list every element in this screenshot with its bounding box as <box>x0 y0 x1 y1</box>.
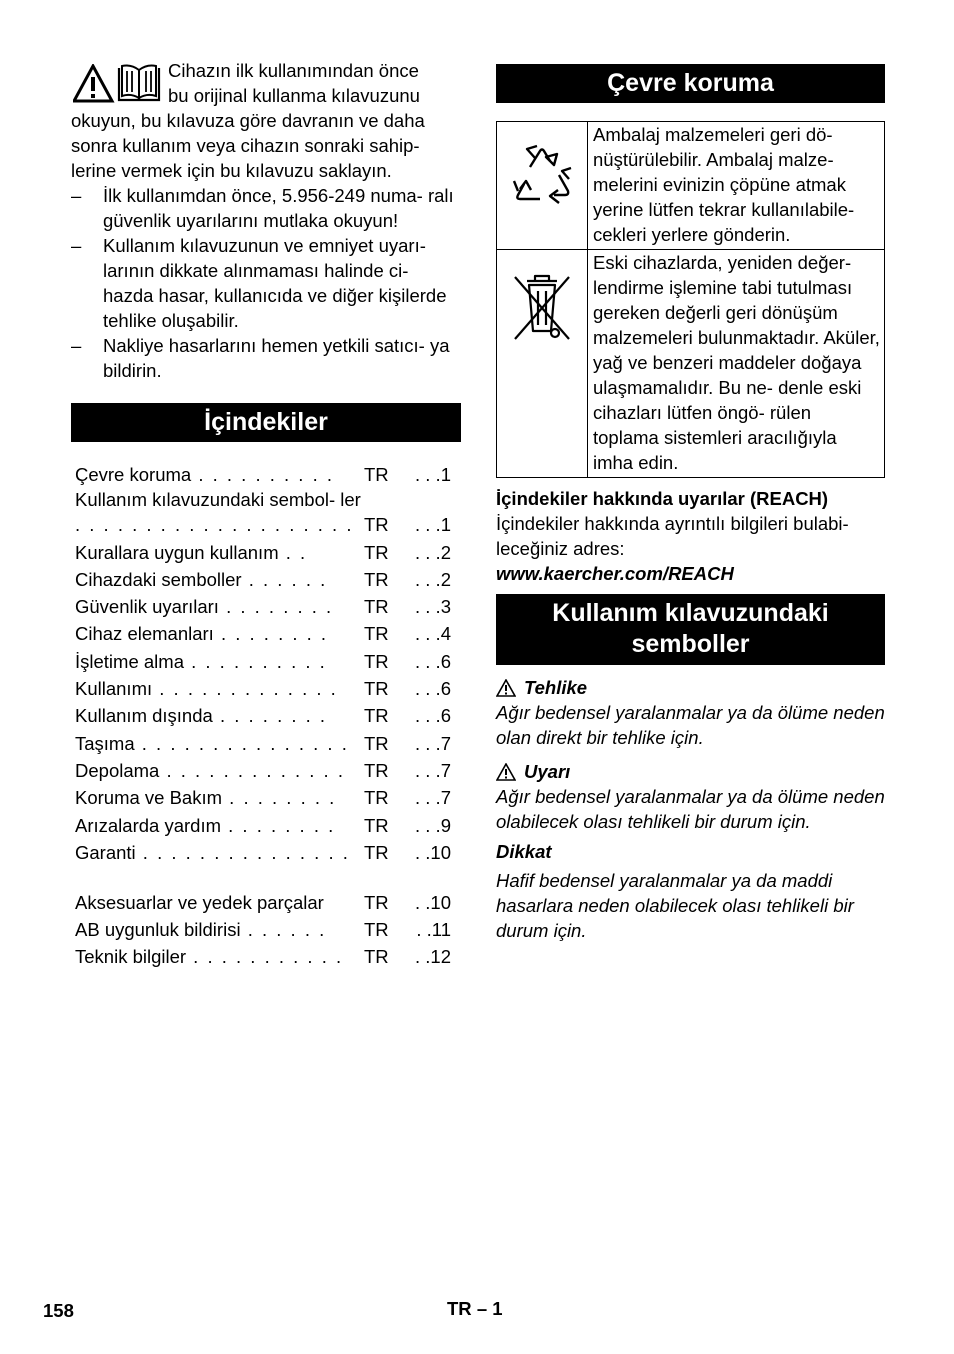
warning-triangle-icon <box>496 763 516 781</box>
toc-leader-dots: . . . . . . . . . . . . . . . . . . . . <box>75 514 354 536</box>
recycle-icon <box>502 137 582 217</box>
toc-entry-lang: TR <box>364 464 389 486</box>
left-column <box>71 58 461 969</box>
toc-entry-page: . . .9 <box>415 814 451 836</box>
toc-entry-title <box>75 487 364 537</box>
toc-entry-page: . . .6 <box>415 705 451 727</box>
toc-entry-title <box>75 701 364 728</box>
warning-manual-icon <box>73 64 163 104</box>
toc-entry-text: Depolama <box>75 759 160 781</box>
intro-bullet: – Nakliye hasarlarını hemen yetkili satıcı- ya bildirin. <box>71 333 461 383</box>
symbol-text-warning: Ağır bedensel yaralanmalar ya da ölüme neden olabilecek olası tehlikeli bir durum için. <box>496 786 885 832</box>
symbol-text-danger: Ağır bedensel yaralanmalar ya da ölüme neden olan direkt bir tehlike için. <box>496 702 885 748</box>
toc-entry-text: Cihazdaki semboller <box>75 568 242 590</box>
warning-triangle-icon <box>496 679 516 697</box>
toc-leader-dots: . . . . . . . . . . <box>191 464 334 486</box>
toc-entry-page: . . .2 <box>415 541 451 563</box>
toc-entry-title <box>75 674 364 701</box>
env-row-disposal <box>497 250 885 478</box>
toc-entry-page: . . .1 <box>415 464 451 486</box>
intro-line-5: lerine vermek için bu kılavuzu saklayın. <box>71 160 392 181</box>
toc-entry-page: . .10 <box>415 891 451 913</box>
toc-entry-page: . . .7 <box>415 732 451 754</box>
table-of-contents <box>75 460 451 969</box>
environment-table <box>496 121 885 478</box>
toc-entry-page: . . .4 <box>415 623 451 645</box>
toc-row[interactable] <box>75 460 451 487</box>
right-column <box>496 64 885 943</box>
toc-row[interactable] <box>75 756 451 783</box>
toc-entry-text: Arızalarda yardım <box>75 814 221 836</box>
intro-line-3: okuyun, bu kılavuza göre davranın ve daha <box>71 110 425 131</box>
toc-entry-text: Teknik bilgiler <box>75 946 187 968</box>
toc-entry-lang: TR <box>364 623 389 645</box>
env-text-disposal: Eski cihazlarda, yeniden değer- lendirme işlemine tabi tutulması gereken değerli geri dönüşüm malzemeleri bulunmaktadır. Aküler, yağ ve benzeri maddeler doğaya ulaşmamalıdır. Bu ne- denle eski cihazları lütfen öngö- rülen toplama sistemleri aracılığıyla imha edin. <box>588 250 885 478</box>
toc-entry-title <box>75 838 364 865</box>
toc-entry-lang: TR <box>364 596 389 618</box>
toc-entry-lang: TR <box>364 891 389 913</box>
toc-row[interactable] <box>75 646 451 673</box>
env-icon-cell <box>497 250 588 478</box>
toc-entry-text: Koruma ve Bakım <box>75 787 223 809</box>
symbols-heading-line-2: semboller <box>631 630 750 658</box>
toc-entry-lang: TR <box>364 568 389 590</box>
toc-row[interactable] <box>75 728 451 755</box>
toc-entry-title <box>75 783 364 810</box>
toc-entry-title <box>75 915 364 942</box>
toc-leader-dots: . . . . . . . . <box>218 596 334 618</box>
toc-entry-text: Kurallara uygun kullanım <box>75 541 279 563</box>
toc-entry-page: . . .6 <box>415 650 451 672</box>
intro-section <box>71 58 461 183</box>
toc-row[interactable] <box>75 565 451 592</box>
toc-leader-dots: . . . . . . . . . . . . . . . <box>134 732 349 754</box>
toc-entry-page: . . .3 <box>415 596 451 618</box>
toc-entry-lang: TR <box>364 946 389 968</box>
toc-row[interactable] <box>75 865 451 915</box>
symbol-title-text: Dikkat <box>496 841 552 862</box>
symbol-list <box>496 675 885 943</box>
toc-entry-title <box>75 810 364 837</box>
toc-entry-page: . . .2 <box>415 568 451 590</box>
toc-entry-text: Taşıma <box>75 732 135 754</box>
toc-row[interactable] <box>75 487 451 537</box>
toc-entry-lang: TR <box>364 705 389 727</box>
toc-entry-lang: TR <box>364 759 389 781</box>
toc-entry-lang: TR <box>364 919 389 941</box>
toc-leader-dots: . . . . . . <box>240 919 327 941</box>
toc-entry-text: Kullanım kılavuzundaki sembol- ler <box>75 489 361 511</box>
toc-leader-dots: . . . . . . . . . . . . . <box>159 759 345 781</box>
toc-entry-title <box>75 728 364 755</box>
toc-entry-page: . . .7 <box>415 759 451 781</box>
toc-leader-dots: . . . . . . . . <box>212 705 328 727</box>
toc-entry-lang: TR <box>364 787 389 809</box>
toc-entry-title <box>75 646 364 673</box>
toc-entry-text: Garanti <box>75 841 136 863</box>
toc-entry-page: . .10 <box>415 841 451 863</box>
intro-bullet: – İlk kullanımdan önce, 5.956-249 numa- ralı güvenlik uyarılarını mutlaka okuyun! <box>71 183 461 233</box>
toc-row[interactable] <box>75 838 451 865</box>
toc-heading: İçindekiler <box>71 403 461 442</box>
reach-link[interactable]: www.kaercher.com/REACH <box>496 563 734 584</box>
intro-line-2: bu orijinal kullanma kılavuzunu <box>168 85 420 106</box>
toc-entry-title <box>75 756 364 783</box>
toc-row[interactable] <box>75 701 451 728</box>
page-number: 158 <box>43 1300 74 1321</box>
env-row-recycle <box>497 122 885 250</box>
toc-entry-text: AB uygunluk bildirisi <box>75 919 241 941</box>
toc-leader-dots: . . . . . . . . <box>213 623 329 645</box>
symbol-title-text: Uyarı <box>524 761 571 782</box>
symbol-title-danger <box>496 675 885 700</box>
toc-entry-title <box>75 865 364 915</box>
toc-entry-text: Çevre koruma <box>75 464 192 486</box>
footer-subpage: – 1 <box>476 1298 503 1319</box>
toc-leader-dots: . . . . . . . . . . . . . . . <box>135 841 350 863</box>
symbol-text-caution: Hafif bedensel yaralanmalar ya da maddi hasarlara neden olabilecek olası tehlikeli bir durum için. <box>496 870 854 941</box>
footer-lang: TR <box>447 1298 472 1319</box>
footer-page-label <box>447 1296 503 1321</box>
toc-entry-lang: TR <box>364 541 389 563</box>
toc-entry-title <box>75 537 364 564</box>
toc-entry-text: Güvenlik uyarıları <box>75 596 219 618</box>
toc-entry-text: Kullanımı <box>75 678 153 700</box>
intro-bullet-list <box>71 183 461 383</box>
toc-entry-title <box>75 592 364 619</box>
symbol-title-caution <box>496 839 885 864</box>
toc-row[interactable] <box>75 915 451 942</box>
intro-line-4: sonra kullanım veya cihazın sonraki sahip- <box>71 135 420 156</box>
toc-entry-text: İşletime alma <box>75 650 184 672</box>
toc-leader-dots: . . <box>278 541 308 563</box>
toc-entry-text: Kullanım dışında <box>75 705 213 727</box>
toc-row[interactable] <box>75 810 451 837</box>
toc-row[interactable] <box>75 619 451 646</box>
toc-row[interactable] <box>75 942 451 969</box>
toc-entry-lang: TR <box>364 841 389 863</box>
env-heading: Çevre koruma <box>496 64 885 103</box>
reach-heading: İçindekiler hakkında uyarılar (REACH) <box>496 488 829 509</box>
toc-entry-lang: TR <box>364 732 389 754</box>
toc-entry-page: . .11 <box>416 919 451 941</box>
toc-leader-dots: . . . . . . . . . . . . . <box>152 678 338 700</box>
toc-leader-dots: . . . . . . . . . . . <box>186 946 344 968</box>
toc-leader-dots: . . . . . . <box>241 568 328 590</box>
toc-entry-lang: TR <box>364 514 389 536</box>
env-text-recycle: Ambalaj malzemeleri geri dö- nüştürülebilir. Ambalaj malze- melerini evinizin çöpüne atmak yerine lütfen tekrar kullanılabile- cekleri yerlere gönderin. <box>588 122 885 250</box>
toc-entry-title <box>75 460 364 487</box>
toc-entry-title <box>75 565 364 592</box>
toc-entry-page: . . .6 <box>415 678 451 700</box>
symbol-title-text: Tehlike <box>524 677 588 698</box>
toc-entry-title <box>75 942 364 969</box>
toc-entry-lang: TR <box>364 814 389 836</box>
toc-row[interactable] <box>75 537 451 564</box>
toc-leader-dots: . . . . . . . . <box>221 814 336 836</box>
intro-line-1: Cihazın ilk kullanımından önce <box>168 60 419 81</box>
symbols-heading <box>496 594 885 665</box>
reach-text: İçindekiler hakkında ayrıntılı bilgileri bulabi- leceğiniz adres: <box>496 513 849 559</box>
toc-entry-text: Aksesuarlar ve yedek parçalar <box>75 891 324 913</box>
toc-leader-dots: . . . . . . . . <box>222 787 337 809</box>
symbol-title-warning <box>496 759 885 784</box>
toc-row[interactable] <box>75 783 451 810</box>
env-icon-cell <box>497 122 588 250</box>
crossed-bin-icon <box>507 267 577 347</box>
intro-bullet: – Kullanım kılavuzunun ve emniyet uyarı- larının dikkate alınmaması halinde ci- hazda hasar, kullanıcıda ve diğer kişilerde tehlike oluşabilir. <box>71 233 461 333</box>
toc-entry-page: . . .7 <box>415 787 451 809</box>
toc-entry-text: Cihaz elemanları <box>75 623 214 645</box>
toc-entry-lang: TR <box>364 678 389 700</box>
toc-entry-page: . .12 <box>415 946 451 968</box>
toc-entry-title <box>75 619 364 646</box>
toc-row[interactable] <box>75 592 451 619</box>
toc-row[interactable] <box>75 674 451 701</box>
toc-entry-page: . . .1 <box>415 514 451 536</box>
symbols-heading-line-1: Kullanım kılavuzundaki <box>552 599 829 627</box>
toc-leader-dots: . . . . . . . . . . <box>183 650 327 672</box>
toc-entry-lang: TR <box>364 650 389 672</box>
